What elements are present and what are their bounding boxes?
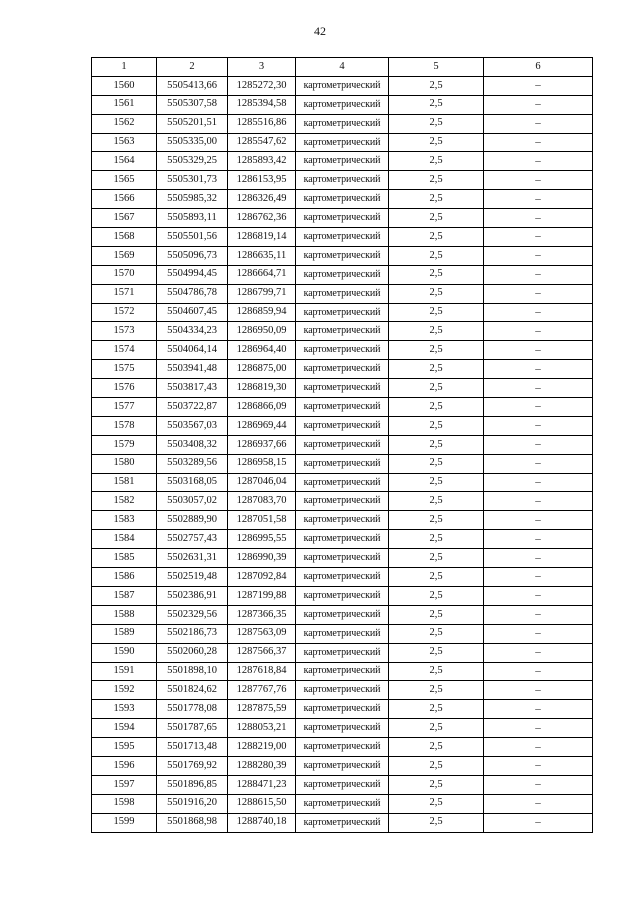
point-number-cell: 1584 <box>92 530 157 549</box>
y-coordinate-cell: 1287083,70 <box>228 492 296 511</box>
note-cell: – <box>484 95 593 114</box>
table-row <box>92 246 593 265</box>
method-cell: картометрический <box>296 549 389 568</box>
method-cell: картометрический <box>296 756 389 775</box>
y-coordinate-cell: 1286964,40 <box>228 341 296 360</box>
point-number-cell: 1570 <box>92 265 157 284</box>
note-cell: – <box>484 209 593 228</box>
note-cell: – <box>484 190 593 209</box>
table-row <box>92 398 593 417</box>
table-header-row <box>92 58 593 77</box>
accuracy-cell: 2,5 <box>389 190 484 209</box>
x-coordinate-cell: 5501916,20 <box>157 794 228 813</box>
x-coordinate-cell: 5505307,58 <box>157 95 228 114</box>
note-cell: – <box>484 813 593 832</box>
page-number: 42 <box>314 24 326 38</box>
note-cell: – <box>484 643 593 662</box>
accuracy-cell: 2,5 <box>389 360 484 379</box>
column-header-4: 4 <box>296 58 389 77</box>
x-coordinate-cell: 5501868,98 <box>157 813 228 832</box>
x-coordinate-cell: 5501787,65 <box>157 719 228 738</box>
method-cell: картометрический <box>296 473 389 492</box>
y-coordinate-cell: 1286635,11 <box>228 246 296 265</box>
note-cell: – <box>484 114 593 133</box>
note-cell: – <box>484 530 593 549</box>
y-coordinate-cell: 1286958,15 <box>228 454 296 473</box>
y-coordinate-cell: 1287092,84 <box>228 568 296 587</box>
table-row <box>92 228 593 247</box>
note-cell: – <box>484 775 593 794</box>
point-number-cell: 1568 <box>92 228 157 247</box>
x-coordinate-cell: 5504786,78 <box>157 284 228 303</box>
y-coordinate-cell: 1287875,59 <box>228 700 296 719</box>
coordinates-table <box>91 57 593 833</box>
accuracy-cell: 2,5 <box>389 700 484 719</box>
note-cell: – <box>484 379 593 398</box>
table-row <box>92 209 593 228</box>
note-cell: – <box>484 624 593 643</box>
x-coordinate-cell: 5501769,92 <box>157 756 228 775</box>
method-cell: картометрический <box>296 76 389 95</box>
note-cell: – <box>484 700 593 719</box>
point-number-cell: 1579 <box>92 435 157 454</box>
table-row <box>92 794 593 813</box>
note-cell: – <box>484 719 593 738</box>
point-number-cell: 1571 <box>92 284 157 303</box>
point-number-cell: 1586 <box>92 568 157 587</box>
accuracy-cell: 2,5 <box>389 813 484 832</box>
x-coordinate-cell: 5502889,90 <box>157 511 228 530</box>
y-coordinate-cell: 1287366,35 <box>228 605 296 624</box>
note-cell: – <box>484 76 593 95</box>
table-row <box>92 114 593 133</box>
table-row <box>92 435 593 454</box>
y-coordinate-cell: 1286819,14 <box>228 228 296 247</box>
note-cell: – <box>484 152 593 171</box>
table-row <box>92 719 593 738</box>
note-cell: – <box>484 681 593 700</box>
point-number-cell: 1566 <box>92 190 157 209</box>
accuracy-cell: 2,5 <box>389 473 484 492</box>
accuracy-cell: 2,5 <box>389 114 484 133</box>
table-row <box>92 379 593 398</box>
x-coordinate-cell: 5505301,73 <box>157 171 228 190</box>
point-number-cell: 1591 <box>92 662 157 681</box>
method-cell: картометрический <box>296 152 389 171</box>
note-cell: – <box>484 360 593 379</box>
note-cell: – <box>484 454 593 473</box>
table-row <box>92 190 593 209</box>
table-row <box>92 738 593 757</box>
method-cell: картометрический <box>296 643 389 662</box>
accuracy-cell: 2,5 <box>389 209 484 228</box>
note-cell: – <box>484 322 593 341</box>
y-coordinate-cell: 1286969,44 <box>228 416 296 435</box>
method-cell: картометрический <box>296 379 389 398</box>
method-cell: картометрический <box>296 794 389 813</box>
accuracy-cell: 2,5 <box>389 284 484 303</box>
table-row <box>92 549 593 568</box>
y-coordinate-cell: 1286875,00 <box>228 360 296 379</box>
note-cell: – <box>484 794 593 813</box>
method-cell: картометрический <box>296 133 389 152</box>
method-cell: картометрический <box>296 454 389 473</box>
table-row <box>92 813 593 832</box>
x-coordinate-cell: 5501896,85 <box>157 775 228 794</box>
method-cell: картометрический <box>296 190 389 209</box>
note-cell: – <box>484 303 593 322</box>
table-row <box>92 643 593 662</box>
note-cell: – <box>484 228 593 247</box>
note-cell: – <box>484 133 593 152</box>
point-number-cell: 1592 <box>92 681 157 700</box>
column-header-2: 2 <box>157 58 228 77</box>
point-number-cell: 1574 <box>92 341 157 360</box>
note-cell: – <box>484 416 593 435</box>
accuracy-cell: 2,5 <box>389 681 484 700</box>
x-coordinate-cell: 5504994,45 <box>157 265 228 284</box>
note-cell: – <box>484 549 593 568</box>
point-number-cell: 1588 <box>92 605 157 624</box>
point-number-cell: 1561 <box>92 95 157 114</box>
point-number-cell: 1567 <box>92 209 157 228</box>
method-cell: картометрический <box>296 114 389 133</box>
y-coordinate-cell: 1287618,84 <box>228 662 296 681</box>
y-coordinate-cell: 1286326,49 <box>228 190 296 209</box>
y-coordinate-cell: 1285547,62 <box>228 133 296 152</box>
accuracy-cell: 2,5 <box>389 624 484 643</box>
accuracy-cell: 2,5 <box>389 530 484 549</box>
note-cell: – <box>484 586 593 605</box>
column-header-3: 3 <box>228 58 296 77</box>
point-number-cell: 1565 <box>92 171 157 190</box>
method-cell: картометрический <box>296 246 389 265</box>
method-cell: картометрический <box>296 435 389 454</box>
point-number-cell: 1598 <box>92 794 157 813</box>
method-cell: картометрический <box>296 303 389 322</box>
table-row <box>92 492 593 511</box>
x-coordinate-cell: 5501824,62 <box>157 681 228 700</box>
x-coordinate-cell: 5505096,73 <box>157 246 228 265</box>
x-coordinate-cell: 5502631,31 <box>157 549 228 568</box>
method-cell: картометрический <box>296 568 389 587</box>
x-coordinate-cell: 5503722,87 <box>157 398 228 417</box>
accuracy-cell: 2,5 <box>389 341 484 360</box>
y-coordinate-cell: 1286866,09 <box>228 398 296 417</box>
method-cell: картометрический <box>296 530 389 549</box>
x-coordinate-cell: 5505501,56 <box>157 228 228 247</box>
table-row <box>92 341 593 360</box>
point-number-cell: 1581 <box>92 473 157 492</box>
table-row <box>92 171 593 190</box>
method-cell: картометрический <box>296 171 389 190</box>
x-coordinate-cell: 5505413,66 <box>157 76 228 95</box>
accuracy-cell: 2,5 <box>389 454 484 473</box>
y-coordinate-cell: 1285272,30 <box>228 76 296 95</box>
x-coordinate-cell: 5505201,51 <box>157 114 228 133</box>
y-coordinate-cell: 1287563,09 <box>228 624 296 643</box>
accuracy-cell: 2,5 <box>389 95 484 114</box>
table-row <box>92 284 593 303</box>
method-cell: картометрический <box>296 492 389 511</box>
table-row <box>92 568 593 587</box>
point-number-cell: 1573 <box>92 322 157 341</box>
x-coordinate-cell: 5502519,48 <box>157 568 228 587</box>
accuracy-cell: 2,5 <box>389 738 484 757</box>
note-cell: – <box>484 398 593 417</box>
column-header-6: 6 <box>484 58 593 77</box>
table-row <box>92 473 593 492</box>
x-coordinate-cell: 5505985,32 <box>157 190 228 209</box>
method-cell: картометрический <box>296 700 389 719</box>
accuracy-cell: 2,5 <box>389 133 484 152</box>
table-row <box>92 303 593 322</box>
accuracy-cell: 2,5 <box>389 228 484 247</box>
x-coordinate-cell: 5501898,10 <box>157 662 228 681</box>
method-cell: картометрический <box>296 398 389 417</box>
note-cell: – <box>484 435 593 454</box>
method-cell: картометрический <box>296 662 389 681</box>
note-cell: – <box>484 473 593 492</box>
accuracy-cell: 2,5 <box>389 303 484 322</box>
table-row <box>92 133 593 152</box>
y-coordinate-cell: 1287767,76 <box>228 681 296 700</box>
point-number-cell: 1583 <box>92 511 157 530</box>
x-coordinate-cell: 5505893,11 <box>157 209 228 228</box>
table-row <box>92 76 593 95</box>
accuracy-cell: 2,5 <box>389 568 484 587</box>
table-row <box>92 322 593 341</box>
y-coordinate-cell: 1286950,09 <box>228 322 296 341</box>
y-coordinate-cell: 1286664,71 <box>228 265 296 284</box>
point-number-cell: 1582 <box>92 492 157 511</box>
table-row <box>92 756 593 775</box>
x-coordinate-cell: 5502386,91 <box>157 586 228 605</box>
point-number-cell: 1576 <box>92 379 157 398</box>
y-coordinate-cell: 1287199,88 <box>228 586 296 605</box>
x-coordinate-cell: 5504334,23 <box>157 322 228 341</box>
point-number-cell: 1578 <box>92 416 157 435</box>
table-row <box>92 624 593 643</box>
note-cell: – <box>484 511 593 530</box>
note-cell: – <box>484 605 593 624</box>
method-cell: картометрический <box>296 586 389 605</box>
table-row <box>92 775 593 794</box>
table-row <box>92 511 593 530</box>
note-cell: – <box>484 662 593 681</box>
accuracy-cell: 2,5 <box>389 435 484 454</box>
y-coordinate-cell: 1286937,66 <box>228 435 296 454</box>
method-cell: картометрический <box>296 511 389 530</box>
table-row <box>92 586 593 605</box>
method-cell: картометрический <box>296 738 389 757</box>
method-cell: картометрический <box>296 416 389 435</box>
method-cell: картометрический <box>296 813 389 832</box>
accuracy-cell: 2,5 <box>389 379 484 398</box>
point-number-cell: 1569 <box>92 246 157 265</box>
method-cell: картометрический <box>296 605 389 624</box>
x-coordinate-cell: 5503567,03 <box>157 416 228 435</box>
accuracy-cell: 2,5 <box>389 511 484 530</box>
accuracy-cell: 2,5 <box>389 76 484 95</box>
method-cell: картометрический <box>296 228 389 247</box>
y-coordinate-cell: 1288280,39 <box>228 756 296 775</box>
method-cell: картометрический <box>296 95 389 114</box>
y-coordinate-cell: 1288053,21 <box>228 719 296 738</box>
point-number-cell: 1577 <box>92 398 157 417</box>
x-coordinate-cell: 5505329,25 <box>157 152 228 171</box>
y-coordinate-cell: 1286762,36 <box>228 209 296 228</box>
column-header-1: 1 <box>92 58 157 77</box>
accuracy-cell: 2,5 <box>389 322 484 341</box>
table-body <box>92 76 593 832</box>
method-cell: картометрический <box>296 360 389 379</box>
y-coordinate-cell: 1288219,00 <box>228 738 296 757</box>
point-number-cell: 1580 <box>92 454 157 473</box>
note-cell: – <box>484 492 593 511</box>
y-coordinate-cell: 1286153,95 <box>228 171 296 190</box>
x-coordinate-cell: 5502060,28 <box>157 643 228 662</box>
point-number-cell: 1575 <box>92 360 157 379</box>
point-number-cell: 1585 <box>92 549 157 568</box>
point-number-cell: 1593 <box>92 700 157 719</box>
table-row <box>92 416 593 435</box>
point-number-cell: 1589 <box>92 624 157 643</box>
point-number-cell: 1564 <box>92 152 157 171</box>
accuracy-cell: 2,5 <box>389 398 484 417</box>
accuracy-cell: 2,5 <box>389 586 484 605</box>
table-row <box>92 530 593 549</box>
note-cell: – <box>484 738 593 757</box>
x-coordinate-cell: 5503817,43 <box>157 379 228 398</box>
column-header-5: 5 <box>389 58 484 77</box>
accuracy-cell: 2,5 <box>389 492 484 511</box>
table-row <box>92 605 593 624</box>
method-cell: картометрический <box>296 265 389 284</box>
note-cell: – <box>484 246 593 265</box>
x-coordinate-cell: 5501713,48 <box>157 738 228 757</box>
x-coordinate-cell: 5502757,43 <box>157 530 228 549</box>
y-coordinate-cell: 1287046,04 <box>228 473 296 492</box>
point-number-cell: 1596 <box>92 756 157 775</box>
y-coordinate-cell: 1285394,58 <box>228 95 296 114</box>
point-number-cell: 1572 <box>92 303 157 322</box>
accuracy-cell: 2,5 <box>389 794 484 813</box>
point-number-cell: 1587 <box>92 586 157 605</box>
accuracy-cell: 2,5 <box>389 775 484 794</box>
note-cell: – <box>484 171 593 190</box>
y-coordinate-cell: 1286819,30 <box>228 379 296 398</box>
table-row <box>92 662 593 681</box>
method-cell: картометрический <box>296 624 389 643</box>
x-coordinate-cell: 5501778,08 <box>157 700 228 719</box>
accuracy-cell: 2,5 <box>389 549 484 568</box>
note-cell: – <box>484 284 593 303</box>
accuracy-cell: 2,5 <box>389 662 484 681</box>
method-cell: картометрический <box>296 322 389 341</box>
x-coordinate-cell: 5503168,05 <box>157 473 228 492</box>
y-coordinate-cell: 1288740,18 <box>228 813 296 832</box>
method-cell: картометрический <box>296 681 389 700</box>
y-coordinate-cell: 1286799,71 <box>228 284 296 303</box>
point-number-cell: 1562 <box>92 114 157 133</box>
x-coordinate-cell: 5502186,73 <box>157 624 228 643</box>
x-coordinate-cell: 5504064,14 <box>157 341 228 360</box>
accuracy-cell: 2,5 <box>389 605 484 624</box>
accuracy-cell: 2,5 <box>389 719 484 738</box>
method-cell: картометрический <box>296 719 389 738</box>
y-coordinate-cell: 1287051,58 <box>228 511 296 530</box>
x-coordinate-cell: 5503408,32 <box>157 435 228 454</box>
note-cell: – <box>484 341 593 360</box>
table-row <box>92 265 593 284</box>
x-coordinate-cell: 5504607,45 <box>157 303 228 322</box>
method-cell: картометрический <box>296 284 389 303</box>
y-coordinate-cell: 1286995,55 <box>228 530 296 549</box>
note-cell: – <box>484 568 593 587</box>
point-number-cell: 1563 <box>92 133 157 152</box>
table-row <box>92 700 593 719</box>
note-cell: – <box>484 265 593 284</box>
note-cell: – <box>484 756 593 775</box>
accuracy-cell: 2,5 <box>389 246 484 265</box>
x-coordinate-cell: 5502329,56 <box>157 605 228 624</box>
table-row <box>92 95 593 114</box>
table-row <box>92 360 593 379</box>
method-cell: картометрический <box>296 341 389 360</box>
point-number-cell: 1597 <box>92 775 157 794</box>
y-coordinate-cell: 1285893,42 <box>228 152 296 171</box>
point-number-cell: 1590 <box>92 643 157 662</box>
y-coordinate-cell: 1288615,50 <box>228 794 296 813</box>
accuracy-cell: 2,5 <box>389 171 484 190</box>
point-number-cell: 1560 <box>92 76 157 95</box>
accuracy-cell: 2,5 <box>389 643 484 662</box>
point-number-cell: 1595 <box>92 738 157 757</box>
table-row <box>92 681 593 700</box>
accuracy-cell: 2,5 <box>389 265 484 284</box>
method-cell: картометрический <box>296 209 389 228</box>
y-coordinate-cell: 1285516,86 <box>228 114 296 133</box>
x-coordinate-cell: 5505335,00 <box>157 133 228 152</box>
y-coordinate-cell: 1286990,39 <box>228 549 296 568</box>
point-number-cell: 1599 <box>92 813 157 832</box>
table-row <box>92 454 593 473</box>
y-coordinate-cell: 1288471,23 <box>228 775 296 794</box>
method-cell: картометрический <box>296 775 389 794</box>
y-coordinate-cell: 1286859,94 <box>228 303 296 322</box>
x-coordinate-cell: 5503289,56 <box>157 454 228 473</box>
table-row <box>92 152 593 171</box>
accuracy-cell: 2,5 <box>389 416 484 435</box>
x-coordinate-cell: 5503941,48 <box>157 360 228 379</box>
x-coordinate-cell: 5503057,02 <box>157 492 228 511</box>
accuracy-cell: 2,5 <box>389 756 484 775</box>
point-number-cell: 1594 <box>92 719 157 738</box>
accuracy-cell: 2,5 <box>389 152 484 171</box>
y-coordinate-cell: 1287566,37 <box>228 643 296 662</box>
